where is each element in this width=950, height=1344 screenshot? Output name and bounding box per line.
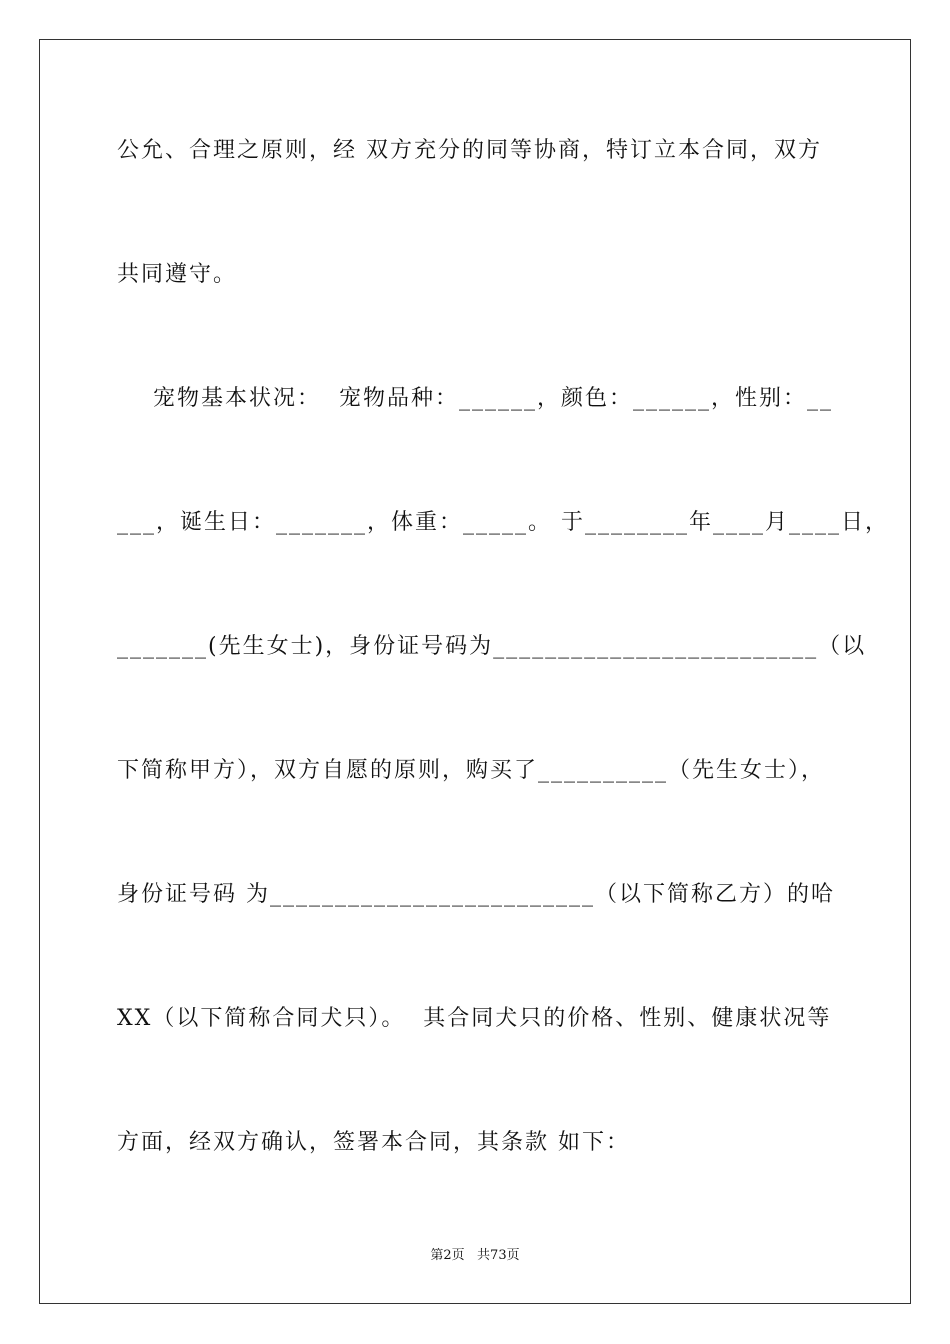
body-text-line-6: 下简称甲方），双方自愿的原则，购买了__________（先生女士）， (117, 758, 826, 783)
body-text-line-2: 共同遵守。 (117, 262, 238, 287)
page-number-footer: 第2页 共73页 (430, 1248, 520, 1263)
body-text-line-3: 宠物基本状况： 宠物品种：______，颜色：______，性别：__ (117, 386, 833, 411)
page-border (39, 39, 911, 1304)
body-text-line-7: 身份证号码 为_________________________（以下简称乙方）的哈 (117, 882, 835, 907)
body-text-line-5: _______(先生女士)，身份证号码为_________________________（以 (117, 634, 867, 659)
body-text-line-1: 公允、合理之原则，经 双方充分的同等协商，特订立本合同，双方 (117, 138, 822, 163)
body-text-line-9: 方面，经双方确认，签署本合同，其条款 如下： (117, 1130, 630, 1155)
body-text-line-4: ___，诞生日：_______，体重：_____。 于________年____月____日， (117, 510, 889, 535)
body-text-line-8: XX（以下简称合同犬只）。 其合同犬只的价格、性别、健康状况等 (117, 1006, 832, 1031)
